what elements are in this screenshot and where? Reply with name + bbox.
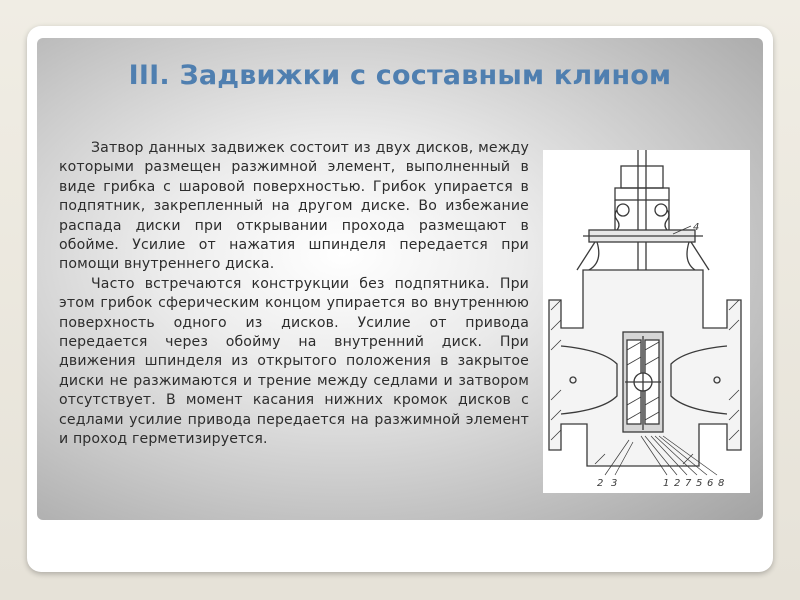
paragraph-2: Часто встречаются конструкции без подпятника. При этом грибок сферическим концом упирается во внутреннюю поверхность одного из дисков. Усилие от привода передается через обойму на внутренний диск. При движения шпинделя из открытого положения в закрытое диски не разжимаются и трение между седлами и затвором отсутствует. В момент касания нижних кромок дисков с седлами усилие привода передается на разжимной элемент и проход герметизируется.: [59, 275, 529, 448]
paragraph-1: Затвор данных задвижек состоит из двух дисков, между которыми размещен разжимной элемент, выполненный в виде грибка с шаровой поверхностью. Грибок упирается в подпятник, закрепленный на другом диске. Во избежание распада диски при открывании прохода размещают в обойме. Усилие от нажатия шпинделя передается при помощи внутреннего диска.: [59, 140, 529, 273]
callout-label: 1: [663, 478, 670, 489]
callout-top: 4: [693, 222, 700, 233]
callout-label: 7: [685, 478, 692, 489]
valve-schematic: [543, 150, 750, 493]
gate-valve-drawing: [543, 150, 750, 493]
callout-label: 8: [718, 478, 725, 489]
callout-label: 2: [674, 478, 681, 489]
callout-label: 5: [696, 478, 703, 489]
slide-title: III. Задвижки с составным клином: [128, 60, 672, 91]
callout-label: 3: [611, 478, 618, 489]
callout-label: 6: [707, 478, 714, 489]
body-text: [59, 139, 529, 450]
callout-label: 2: [597, 478, 604, 489]
